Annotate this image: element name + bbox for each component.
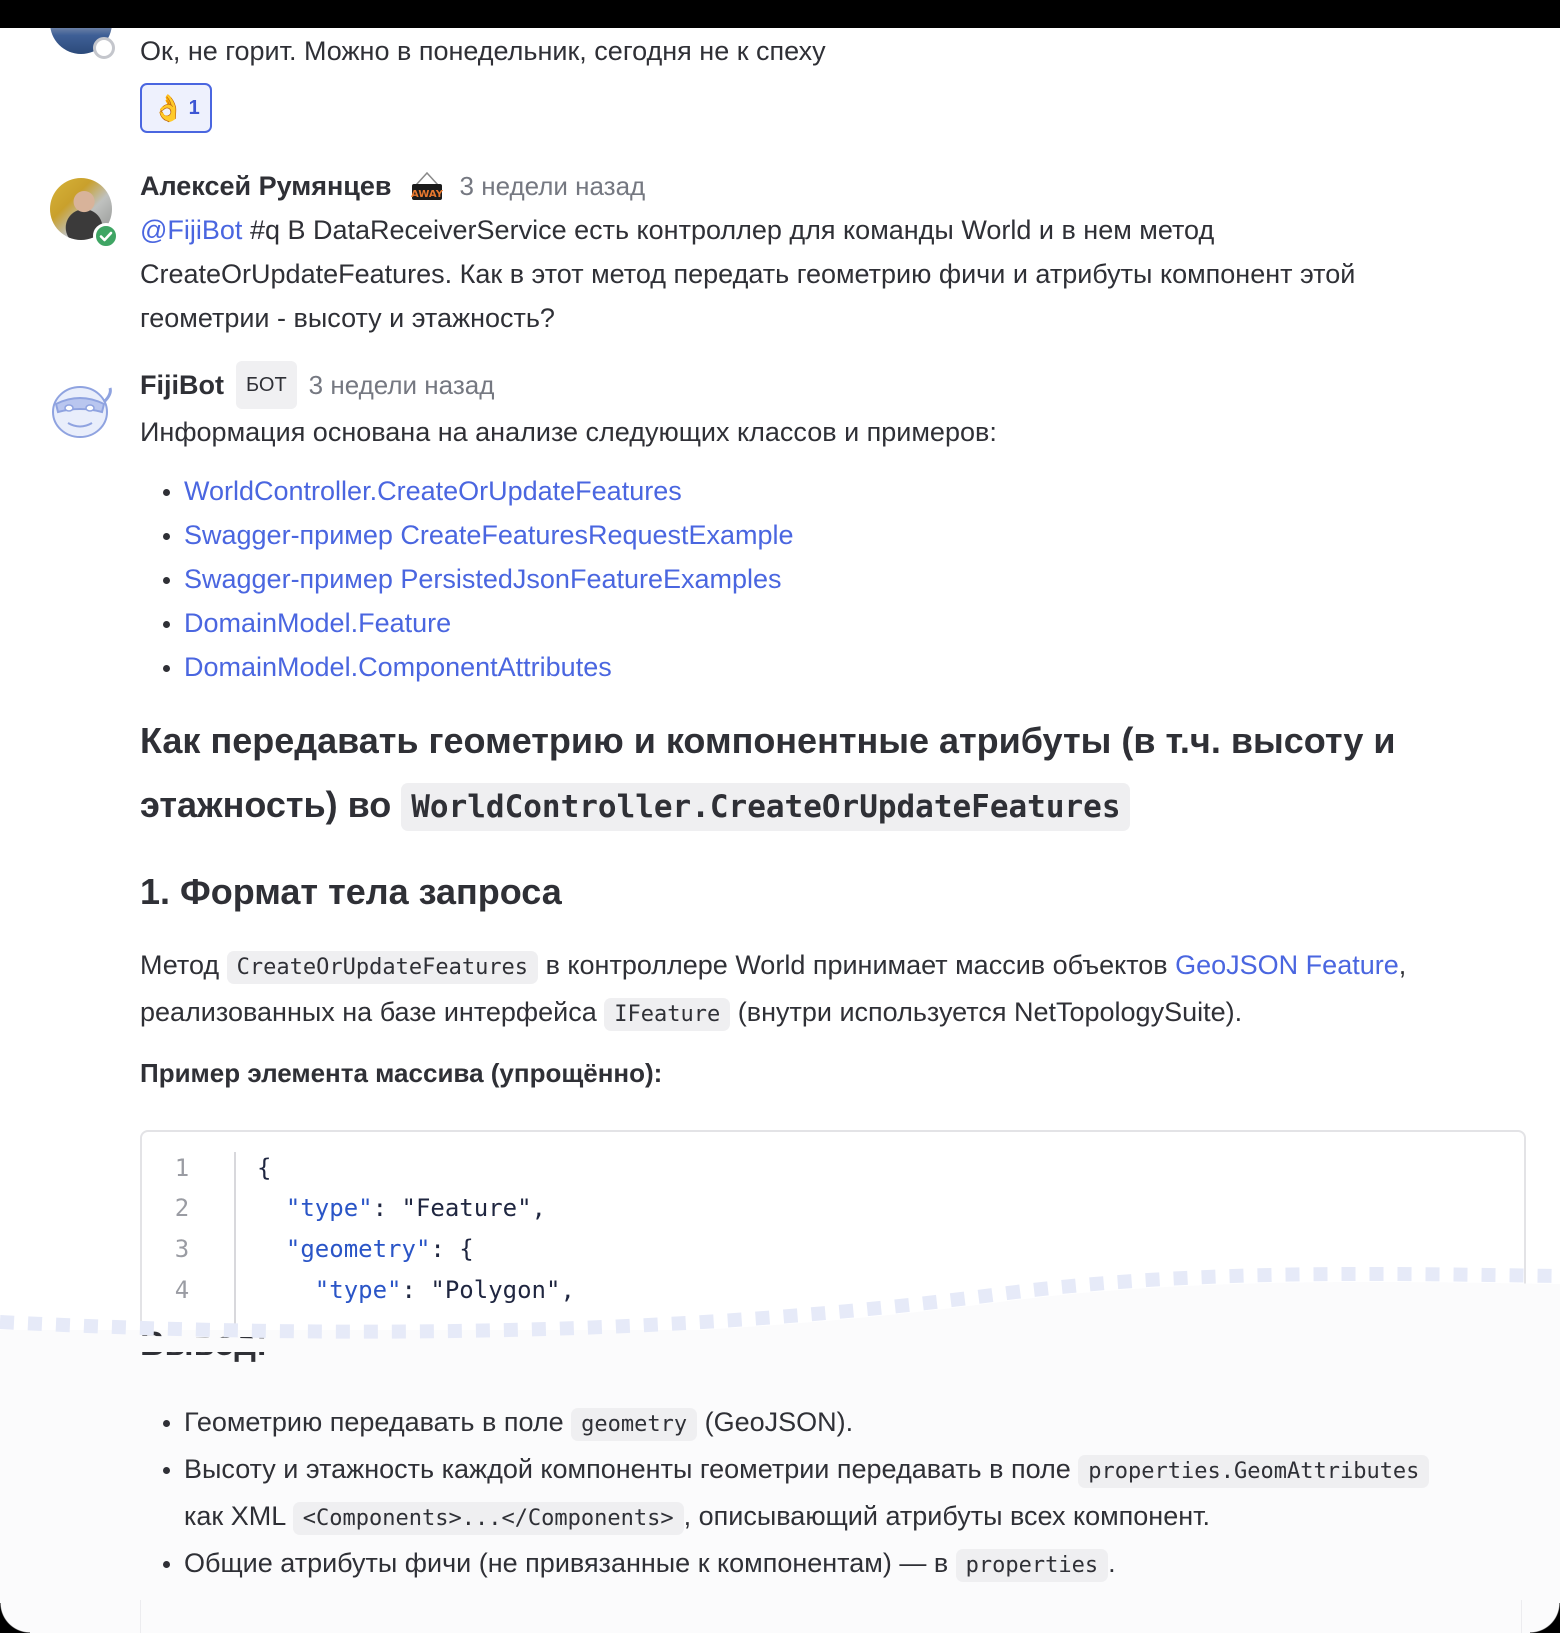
summary-list bbox=[140, 1400, 1480, 1588]
message-text: Ок, не горит. Можно в понедельник, сегодня не к спеху bbox=[140, 36, 826, 66]
line-number: 2 bbox=[174, 1194, 190, 1222]
turtle-bot-icon bbox=[50, 378, 114, 442]
section-paragraph: Метод CreateOrUpdateFeatures в контроллере World принимает массив объектов GeoJSON Feature, реализованных на базе интерфейса IFeature (внутри используется NetTopologySuite). bbox=[140, 943, 1480, 1037]
author-name[interactable]: Алексей Румянцев bbox=[140, 171, 392, 201]
online-status-icon bbox=[93, 223, 119, 249]
line-number: 1 bbox=[174, 1154, 190, 1182]
inline-code: properties bbox=[956, 1549, 1108, 1582]
content-break-wave bbox=[0, 1262, 1560, 1352]
timestamp[interactable]: 3 недели назад bbox=[308, 370, 495, 400]
bot-intro-text: Информация основана на анализе следующих классов и примеров: bbox=[140, 417, 997, 447]
source-link[interactable]: Swagger-пример CreateFeaturesRequestExample bbox=[184, 520, 794, 550]
away-sign-icon bbox=[410, 169, 444, 203]
section-title: 1. Формат тела запроса bbox=[140, 871, 562, 912]
inline-code: CreateOrUpdateFeatures bbox=[227, 951, 538, 984]
mention-link[interactable]: @FijiBot bbox=[140, 215, 243, 245]
inline-code: WorldController.CreateOrUpdateFeatures bbox=[401, 783, 1130, 831]
answer-heading: Как передавать геометрию и компонентные атрибуты (в т.ч. высоту и этажность) во WorldController.CreateOrUpdateFeatures bbox=[140, 709, 1480, 839]
window-top-edge bbox=[0, 0, 1560, 28]
bot-badge: БОТ bbox=[236, 361, 297, 409]
window-corner bbox=[0, 1603, 30, 1633]
code-line: 4 "type": "Polygon", bbox=[142, 1276, 1524, 1318]
inline-code: <Components>...</Components> bbox=[293, 1502, 684, 1535]
list-item: Геометрию передавать в поле geometry (GeoJSON). bbox=[140, 1400, 1480, 1447]
svg-text:AWAY: AWAY bbox=[410, 189, 443, 200]
code-line: 3 "geometry": { bbox=[142, 1235, 1524, 1277]
inline-code: properties.GeomAttributes bbox=[1078, 1455, 1429, 1488]
list-item bbox=[140, 645, 1480, 689]
example-label: Пример элемента массива (упрощённо): bbox=[140, 1058, 663, 1088]
source-links-list bbox=[140, 469, 1480, 689]
list-item bbox=[140, 469, 1480, 513]
message-card-edge bbox=[140, 1600, 1522, 1633]
geojson-link[interactable]: GeoJSON Feature bbox=[1175, 950, 1399, 980]
source-link[interactable]: Swagger-пример PersistedJsonFeatureExamples bbox=[184, 564, 782, 594]
inline-code: geometry bbox=[571, 1408, 697, 1441]
list-item: Общие атрибуты фичи (не привязанные к компонентам) — в properties . bbox=[140, 1541, 1480, 1588]
list-item: Высоту и этажность каждой компоненты геометрии передавать в поле properties.GeomAttributes как XML <Components>...</Components> , описывающий атрибуты всех компонент. bbox=[140, 1447, 1480, 1541]
line-number: 4 bbox=[174, 1276, 190, 1304]
lower-section bbox=[0, 1330, 1560, 1633]
source-link[interactable]: WorldController.CreateOrUpdateFeatures bbox=[184, 476, 682, 506]
code-line: 1 { bbox=[142, 1154, 1524, 1196]
code-line: 2 "type": "Feature", bbox=[142, 1194, 1524, 1236]
list-item bbox=[140, 601, 1480, 645]
ok-hand-emoji-icon: 👌 bbox=[152, 92, 185, 123]
bot-avatar[interactable] bbox=[50, 378, 112, 440]
message-text: @FijiBot #q В DataReceiverService есть контроллер для команды World и в нем метод CreateOrUpdateFeatures. Как в этот метод передать геометрию фичи и атрибуты компонент этой геометрии - высоту и этажность? bbox=[140, 215, 1356, 333]
reaction-ok-hand[interactable] bbox=[140, 83, 212, 133]
inline-code: IFeature bbox=[604, 998, 730, 1031]
source-link[interactable]: DomainModel.ComponentAttributes bbox=[184, 652, 612, 682]
reaction-count: 1 bbox=[188, 96, 200, 119]
offline-status-icon bbox=[93, 37, 115, 59]
window-corner bbox=[1530, 1603, 1560, 1633]
timestamp[interactable]: 3 недели назад bbox=[459, 171, 646, 201]
source-link[interactable]: DomainModel.Feature bbox=[184, 608, 452, 638]
line-number: 3 bbox=[174, 1235, 190, 1263]
author-name[interactable]: FijiBot bbox=[140, 370, 224, 400]
list-item bbox=[140, 557, 1480, 601]
list-item bbox=[140, 513, 1480, 557]
